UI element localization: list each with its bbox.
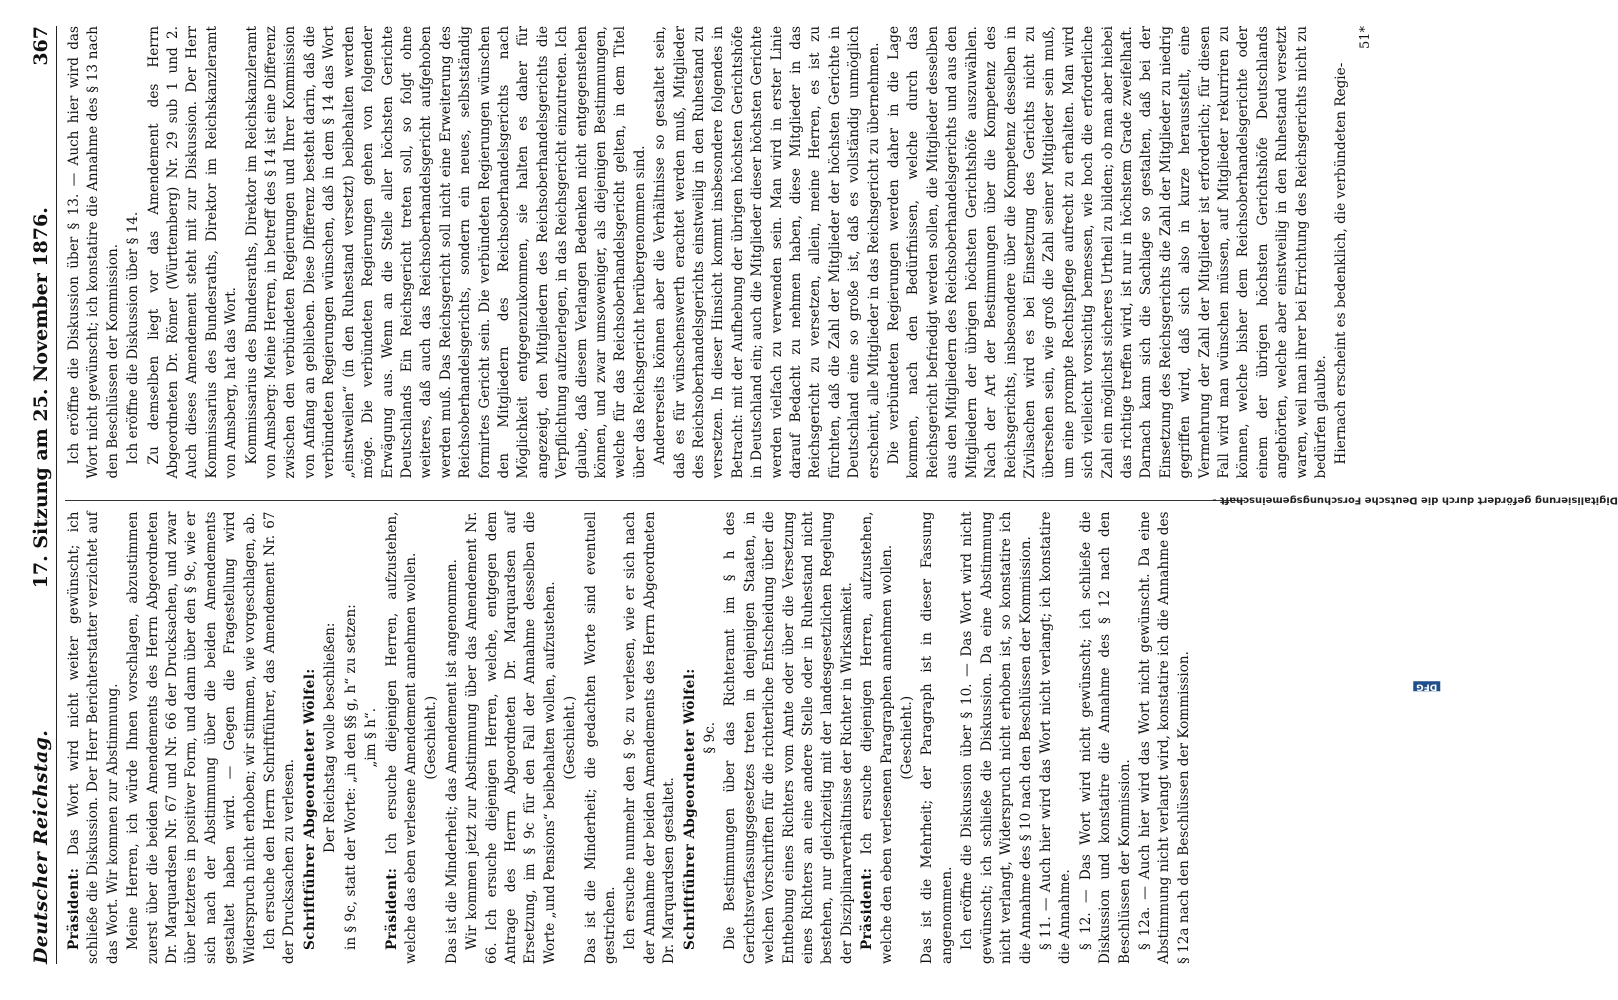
paragraph-text: Zu demselben liegt vor das Amendement des Herrn Abgeordneten Dr. Römer (Württemberg) Nr. 29 sub 1 und 2. Auch dieses Amendement steht mit zur Diskussion. Der Herr Kommissarius des Bundesraths, Direktor im Reichskanzleramt von Amsberg, hat das Wort.	[145, 26, 240, 479]
paragraph	[145, 26, 242, 479]
paragraph-text: § 11. — Auch hier wird das Wort nicht verlangt; ich konstatire die Annahme.	[1037, 511, 1074, 964]
paragraph	[898, 512, 917, 965]
paragraph	[124, 512, 260, 965]
paragraph-text: Das ist die Minderheit; das Amendement ist angenommen.	[443, 559, 460, 964]
paragraph	[65, 26, 123, 479]
paragraph-text: Ich ersuche nunmehr den § 9c zu verlesen, wie er sich nach der Annahme der beiden Amendements des Herrn Abgeordneten Dr. Marquardsen gestaltet.	[622, 511, 678, 964]
paragraph	[1077, 512, 1135, 965]
paragraph	[261, 512, 300, 965]
speaker-name: Schriftführer Abgeordneter Wölfel:	[681, 668, 698, 950]
speaker-name: Präsident:	[66, 867, 82, 950]
paragraph	[621, 512, 679, 965]
journal-title: Deutscher Reichstag.	[30, 729, 52, 964]
paragraph-text: (Geschieht.)	[562, 695, 579, 780]
paragraph	[321, 512, 340, 965]
paragraph	[561, 512, 580, 965]
paragraph-text: in § 9c, statt der Worte: „in den §§ g, h“ zu setzen:	[342, 604, 359, 950]
dfg-logo: DFG	[1414, 681, 1441, 691]
paragraph	[1136, 512, 1194, 965]
paragraph	[681, 512, 700, 965]
paragraph-text: Das ist die Minderheit; die gedachten Worte sind eventuell gestrichen.	[582, 511, 618, 964]
paragraph-text: (Geschieht.)	[899, 695, 916, 780]
paragraph-text: „im § h“.	[363, 707, 380, 768]
paragraph-text: (Geschieht.)	[423, 695, 440, 780]
left-column	[65, 501, 1245, 965]
paragraph-text: § 12. — Das Wort wird nicht gewünscht; ich schließe die Diskussion und konstatire die Annahme des § 12 nach den Beschlüssen der Kommission.	[1077, 511, 1133, 964]
paragraph	[1332, 26, 1351, 479]
right-column	[65, 26, 1373, 479]
paragraph	[701, 512, 720, 965]
paragraph-text: Andererseits können aber die Verhältnisse so gestaltet sein, daß es für wünschenswerth erachtet werden muß, Mitglieder des Reichsoberhandelsgerichts einstweilig in den Ruhestand zu versetzen. In dieser Hinsicht kommt insbesondere folgendes in Betracht: mit der Aufhebung der übrigen höchsten Gerichtshöfe in Deutschland ein; auch die Mitglieder dieser höchsten Gerichte werden vielfach zu verwenden sein. Man wird in erster Linie darauf Bedacht zu nehmen haben, diese Mitglieder in das Reichsgericht zu versetzen, allein, meine Herren, es ist zu fürchten, daß die Zahl der Mitglieder der höchsten Gerichte in Deutschland eine so große ist, daß es vollständig unmöglich erscheint, alle Mitglieder in das Reichsgericht zu übernehmen.	[652, 26, 882, 479]
paragraph-text: Die verbündeten Regierungen werden daher in die Lage kommen, nach den Bedürfnissen, welche durch das Reichsgericht befriedigt werden sollen, die Mitglieder desselben aus den Mitgliedern des Reichsoberhandelsgerichts und aus den Mitgliedern der übrigen höchsten Gerichtshöfe auszuwählen. Nach der Art der Bestimmungen über die Kompetenz des Reichsgerichts, insbesondere über die Kompetenz desselben in Zivilsachen wird es bei Einsetzung des Gerichts nicht zu übersehen sein, wie groß die Zahl seiner Mitglieder sein muß, um eine prompte Rechtspflege aufrecht zu erhalten. Man wird sich vielleicht vorsichtig bemessen, wie hoch die erforderliche Zahl ein möglichst sicheres Urtheil zu bilden; ob man aber hiebei das richtige treffen wird, ist nur in höchstem Grade zweifelhaft. Darnach kann sich die Sachlage so gestalten, daß bei der Einsetzung des Reichsgerichts die Zahl der Mitglieder zu niedrig gegriffen wird, daß sich also in kurze herausstellt, eine Vermehrung der Zahl der Mitglieder ist erforderlich; für diesen Fall wird man wünschen müssen, auf Mitglieder rekurriren zu können, welche bisher dem Reichsoberhandelsgerichte oder einem der übrigen höchsten Gerichtshöfe Deutschlands angehörten, welche aber einstweilig in den Ruhestand versetzt waren, weil man ihrer bei Errichtung des Reichsgerichts nicht zu bedürfen glaubte.	[886, 26, 1329, 479]
digitization-text: Digitalisierung gefördert durch die Deutsche Forschungsgemeinschaft -	[1212, 494, 1618, 506]
paragraph	[243, 26, 651, 479]
speaker-name: Präsident:	[383, 867, 400, 950]
paragraph-text: Ich eröffne die Diskussion über § 14.	[125, 211, 142, 465]
paragraph-text: Ich eröffne die Diskussion über § 10. — Das Wort wird nicht gewünscht; ich schließe die Diskussion. Da eine Abstimmung nicht verlangt, Widerspruch nicht erhoben ist, so konstatire ich die Annahme des § 10 nach den Beschlüssen der Kommission.	[959, 511, 1034, 964]
paragraph-text: Die Bestimmungen über das Richteramt im § h des Gerichtsverfassungsgesetzes treten in denjenigen Staaten, in welchen Vorschriften für die richterliche Entscheidung über die Enthebung eines Richters vom Amte oder über die Versetzung eines Richters an eine andere Stelle oder in Ruhestand nicht bestehen, nur gleichzeitig mit der landesgesetzlichen Regelung der Disziplinarverhältnisse der Richter in Wirksamkeit.	[722, 511, 855, 964]
speaker-name: Schriftführer Abgeordneter Wölfel:	[301, 668, 318, 950]
paragraph	[65, 512, 123, 965]
paragraph-text: Das Wort wird nicht weiter gewünscht; ich schließe die Diskussion. Der Herr Berichterstatter verzichtet auf das Wort. Wir kommen zur Abstimmung.	[66, 511, 121, 964]
paragraph	[342, 512, 361, 965]
running-head	[30, 26, 57, 964]
paragraph-text: § 12a. — Auch hier wird das Wort nicht gewünscht. Da eine Abstimmung nicht verlangt wird, konstatire ich die Annahme des § 12a nach den Beschlüssen der Kommission.	[1136, 511, 1192, 964]
paragraph	[443, 512, 462, 965]
paragraph-text: Ich ersuche den Herrn Schriftführer, das Amendement Nr. 67 der Drucksachen zu verlesen.	[262, 511, 298, 964]
paragraph-text: Ich ersuche diejenigen Herren, aufzustehen, welche das eben verlesene Amendement annehmen wollen.	[383, 511, 419, 964]
session-heading: 17. Sitzung am 25. November 1876.	[30, 207, 52, 589]
paragraph	[582, 512, 621, 965]
paragraph-text: § 9c.	[702, 721, 718, 754]
text-columns	[65, 26, 1373, 964]
paragraph	[124, 26, 143, 479]
paragraph-text: Meine Herren, ich würde Ihnen vorschlagen, abzustimmen zuerst über die beiden Amendements des Herrn Abgeordneten Dr. Marquardsen Nr. 67 und Nr. 66 der Drucksachen, und zwar über letzteres in positiver Form, und dann über den § 9c, wie er sich nach der Abstimmung über die beiden Amendements gestaltet haben wird. — Gegen die Fragestellung wird Widerspruch nicht erhoben; wir stimmen, wie vorgeschlagen, ab.	[125, 511, 258, 964]
paragraph-text: Wir kommen jetzt zur Abstimmung über das Amendement Nr. 66. Ich ersuche diejenigen Herren, welche, entgegen dem Antrage des Herrn Abgeordneten Dr. Marquardsen auf Ersetzung, im § 9c für den Fall der Annahme desselben die Worte „und Pensions“ beibehalten wollen, aufzustehen.	[464, 511, 558, 964]
paragraph	[362, 512, 381, 965]
paragraph	[721, 512, 857, 965]
paragraph-text: Kommissarius des Bundesraths, Direktor im Reichskanzleramt von Amsberg: Meine Herren, in betreff des § 14 ist eine Differenz zwischen den verbündeten Regierungen und Ihrer Kommission von Anfang an geblieben. Diese Differenz besteht darin, daß die verbündeten Regierungen wünschen, daß in dem § 14 das Wort „einstweilen“ (in den Ruhestand versetzt) beibehalten werden möge. Die verbündeten Regierungen gehen von folgender Erwägung aus. Wenn an die Stelle aller höchsten Gerichte Deutschlands Ein Reichsgericht treten soll, so folgt ohne weiteres, daß auch das Reichsoberhandelsgericht aufgehoben werden muß. Das Reichsgericht soll nicht eine Erweiterung des Reichsoberhandelsgerichts, sondern ein neues, selbstständig formirtes Gericht sein. Die verbündeten Regierungen wünschen den Mitgliedern des Reichsoberhandelsgerichts nach Möglichkeit entgegenzukommen, sie halten es daher für angezeigt, den Mitgliedern des Reichsoberhandelsgerichts die Verpflichtung aufzuerlegen, in das Reichsgericht einzutreten. Ich glaube, daß diesem Verlangen Bedenken nicht entgegenstehen können, und zwar umsoweniger, als diejenigen Bestimmungen, welche für das Reichsoberhandelsgericht gelten, in dem Titel über das Reichsgericht herübergenommen sind.	[243, 26, 648, 479]
paragraph-text: Hiernach erscheint es bedenklich, die verbündeten Regie-	[1333, 62, 1350, 465]
paragraph	[301, 512, 320, 965]
speaker-name: Präsident:	[859, 867, 876, 950]
paragraph	[463, 512, 560, 965]
paragraph-text: Ich ersuche diejenigen Herren, aufzustehen, welche den eben verlesenen Paragraphen annehmen wollen.	[859, 511, 895, 964]
paragraph	[958, 512, 1036, 965]
paragraph	[1037, 512, 1076, 965]
paragraph	[383, 512, 422, 965]
paragraph	[918, 512, 957, 965]
paragraph-text: Ich eröffne die Diskussion über § 13. — Auch hier wird das Wort nicht gewünscht; ich konstatire die Annahme des § 13 nach den Beschlüssen der Kommission.	[66, 26, 121, 479]
paragraph-text: Der Reichstag wolle beschließen:	[322, 622, 339, 853]
paragraph-text: Das ist die Mehrheit; der Paragraph ist in dieser Fassung angenommen.	[919, 511, 955, 964]
paragraph	[651, 26, 884, 479]
paragraph	[858, 512, 897, 965]
paragraph	[422, 512, 441, 965]
paragraph	[885, 26, 1331, 479]
signature-mark: 51*	[1357, 26, 1373, 50]
page-number: 367	[30, 26, 52, 66]
